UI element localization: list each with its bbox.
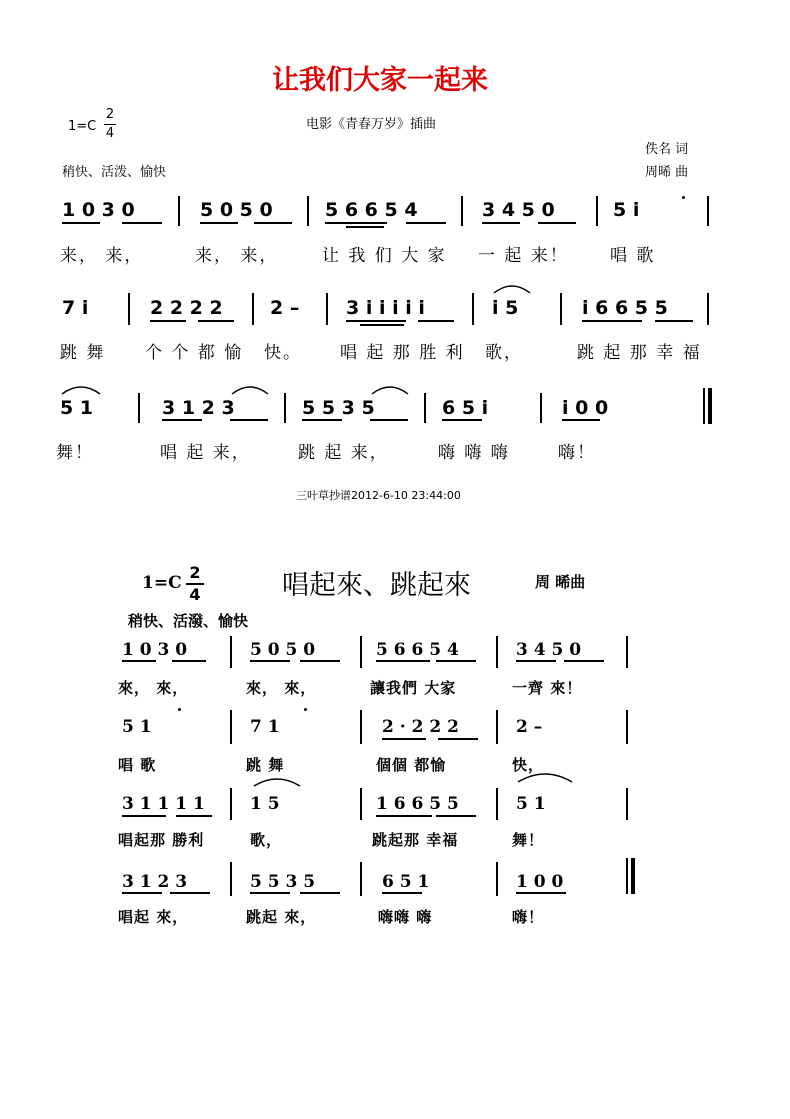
- lyric: 來， 來，: [246, 679, 317, 697]
- barline: [424, 393, 426, 423]
- measure: 5 6 6 5 4: [376, 640, 459, 660]
- underline: [516, 660, 556, 662]
- barline: [138, 393, 140, 423]
- barline: [496, 862, 498, 896]
- underline: [250, 660, 290, 662]
- measure: 1 0 0: [516, 872, 564, 892]
- octave-dot: [304, 708, 307, 711]
- tempo-marking: 稍快、活潑、愉快: [128, 612, 249, 630]
- slur: [492, 283, 532, 295]
- barline: [178, 196, 180, 226]
- underline: [346, 226, 384, 228]
- measure: 2 · 2 2 2: [382, 717, 459, 737]
- score-title: 唱起來、跳起來: [282, 570, 471, 601]
- lyric: 快。: [264, 343, 302, 363]
- underline: [346, 320, 406, 322]
- underline: [418, 320, 454, 322]
- lyric: 跳起那 幸福: [372, 831, 459, 849]
- underline: [370, 419, 408, 421]
- final-barline-thin: [626, 858, 628, 894]
- time-signature-top: 2: [105, 107, 115, 122]
- measure: 2 2 2 2: [150, 297, 223, 319]
- final-barline-thick: [708, 388, 712, 424]
- lyric: 唱起那 勝利: [118, 831, 205, 849]
- key-signature: 1=C: [68, 119, 97, 134]
- barline: [707, 196, 709, 226]
- lyric: 唱 起 那 胜 利: [340, 343, 465, 363]
- lyricist-credit: 佚名 词: [645, 142, 689, 157]
- measure: 1 0 3 0: [62, 199, 135, 221]
- underline: [538, 222, 576, 224]
- slur: [230, 384, 270, 396]
- measure: 6 5 1: [382, 872, 430, 892]
- measure: 5 5 3 5: [250, 872, 316, 892]
- measure: 2 –: [516, 717, 543, 737]
- underline: [655, 320, 693, 322]
- lyric: 跳 起 来，: [298, 443, 389, 463]
- barline: [128, 293, 130, 325]
- composer-credit: 周 晞曲: [535, 573, 586, 591]
- lyric: 跳 舞: [246, 756, 285, 774]
- lyric: 嗨！: [512, 908, 545, 926]
- lyric: 歌，: [485, 343, 523, 363]
- measure: 3 1 1 1 1: [122, 794, 205, 814]
- underline: [562, 419, 600, 421]
- barline: [707, 293, 709, 325]
- barline: [496, 788, 498, 820]
- measure: 5 6 6 5 4: [325, 199, 418, 221]
- lyric: 舞！: [512, 831, 545, 849]
- underline: [376, 660, 430, 662]
- measure: 3 1 2 3: [162, 397, 235, 419]
- measure: 5 1: [122, 717, 152, 737]
- lyric: 歌，: [250, 831, 283, 849]
- measure: 5 1: [60, 397, 94, 419]
- underline: [300, 660, 340, 662]
- measure: 1 5: [250, 794, 280, 814]
- underline: [325, 222, 387, 224]
- barline: [626, 710, 628, 744]
- measure: 3 4 5 0: [516, 640, 582, 660]
- barline: [461, 196, 463, 226]
- barline: [360, 788, 362, 820]
- measure: 1 6 6 5 5: [376, 794, 459, 814]
- final-barline-thin: [703, 388, 705, 424]
- underline: [436, 815, 476, 817]
- lyric: 嗨！: [558, 443, 596, 463]
- slur: [252, 776, 302, 788]
- underline: [376, 815, 432, 817]
- underline: [300, 892, 340, 894]
- lyric: 快，: [512, 756, 545, 774]
- barline: [626, 788, 628, 820]
- underline: [254, 222, 292, 224]
- underline: [172, 660, 206, 662]
- underline: [122, 222, 162, 224]
- lyric: 個個 都愉: [376, 756, 447, 774]
- underline: [176, 815, 212, 817]
- measure: 6 5 i: [442, 397, 489, 419]
- underline: [230, 419, 268, 421]
- barline: [252, 293, 254, 325]
- barline: [596, 196, 598, 226]
- measure: 1 0 3 0: [122, 640, 188, 660]
- underline: [582, 320, 642, 322]
- underline: [442, 419, 482, 421]
- lyric: 嗨嗨 嗨: [378, 908, 433, 926]
- barline: [560, 293, 562, 325]
- barline: [540, 393, 542, 423]
- slur: [516, 770, 574, 784]
- measure: i 0 0: [562, 397, 609, 419]
- lyric: 舞！: [56, 443, 94, 463]
- underline: [360, 324, 404, 326]
- barline: [230, 636, 232, 668]
- lyric: 来， 来，: [195, 246, 279, 266]
- octave-dot: [178, 708, 181, 711]
- score-title: 让我们大家一起来: [272, 65, 488, 96]
- barline: [360, 636, 362, 668]
- barline: [326, 293, 328, 325]
- lyric: 跳 起 那 幸 福: [577, 343, 702, 363]
- underline: [170, 892, 210, 894]
- underline: [122, 815, 166, 817]
- lyric: 跳 舞: [60, 343, 106, 363]
- barline: [496, 636, 498, 668]
- underline: [150, 320, 186, 322]
- final-barline-thick: [631, 858, 635, 894]
- time-signature-top: 2: [189, 563, 201, 582]
- lyric: 唱 歌: [610, 246, 656, 266]
- lyric: 个 个 都 愉: [145, 343, 244, 363]
- underline: [564, 660, 604, 662]
- barline: [307, 196, 309, 226]
- underline: [302, 419, 342, 421]
- time-signature-bottom: 4: [189, 585, 201, 604]
- lyric: 跳起 來，: [246, 908, 317, 926]
- underline: [516, 892, 566, 894]
- barline: [626, 636, 628, 668]
- slur: [370, 384, 410, 396]
- time-signature-line: [104, 124, 116, 125]
- lyric: 讓我們 大家: [370, 679, 457, 697]
- lyric: 来， 来，: [60, 246, 144, 266]
- underline: [482, 222, 520, 224]
- underline: [382, 892, 422, 894]
- transcriber-footer: 三叶草抄谱2012-6-10 23:44:00: [296, 489, 461, 502]
- barline: [472, 293, 474, 325]
- slur: [60, 384, 102, 396]
- measure: 3 1 2 3: [122, 872, 188, 892]
- measure: 7 1: [250, 717, 280, 737]
- barline: [230, 710, 232, 744]
- lyric: 让 我 们 大 家: [322, 246, 447, 266]
- measure: i 5: [492, 297, 519, 319]
- measure: 5 i: [613, 199, 640, 221]
- underline: [122, 892, 162, 894]
- source-note: 电影《青春万岁》插曲: [306, 117, 437, 132]
- lyric: 來， 來，: [118, 679, 189, 697]
- measure: 5 5 3 5: [302, 397, 375, 419]
- key-signature: 1=C: [142, 573, 182, 593]
- lyric: 唱 起 来，: [160, 443, 251, 463]
- lyric: 嗨 嗨 嗨: [438, 443, 510, 463]
- barline: [360, 710, 362, 744]
- underline: [382, 738, 426, 740]
- composer-credit: 周晞 曲: [645, 165, 689, 180]
- barline: [284, 393, 286, 423]
- barline: [230, 862, 232, 896]
- underline: [406, 222, 446, 224]
- octave-dot: [682, 196, 685, 199]
- time-signature-bottom: 4: [105, 126, 115, 141]
- lyric: 唱起 來，: [118, 908, 189, 926]
- lyric: 唱 歌: [118, 756, 157, 774]
- lyric: 一齊 來！: [512, 679, 583, 697]
- measure: 3 i i i i i: [346, 297, 425, 319]
- underline: [62, 222, 100, 224]
- measure: i 6 6 5 5: [582, 297, 668, 319]
- measure: 5 0 5 0: [250, 640, 316, 660]
- measure: 5 0 5 0: [200, 199, 273, 221]
- measure: 3 4 5 0: [482, 199, 555, 221]
- lyric: 一 起 来！: [478, 246, 569, 266]
- measure: 2 –: [270, 297, 300, 319]
- measure: 7 i: [62, 297, 89, 319]
- underline: [438, 738, 478, 740]
- measure: 5 1: [516, 794, 546, 814]
- barline: [230, 788, 232, 820]
- underline: [162, 419, 202, 421]
- underline: [436, 660, 476, 662]
- barline: [360, 862, 362, 896]
- underline: [250, 892, 290, 894]
- tempo-marking: 稍快、活泼、愉快: [62, 165, 167, 180]
- underline: [200, 222, 238, 224]
- underline: [122, 660, 156, 662]
- barline: [496, 710, 498, 744]
- underline: [198, 320, 234, 322]
